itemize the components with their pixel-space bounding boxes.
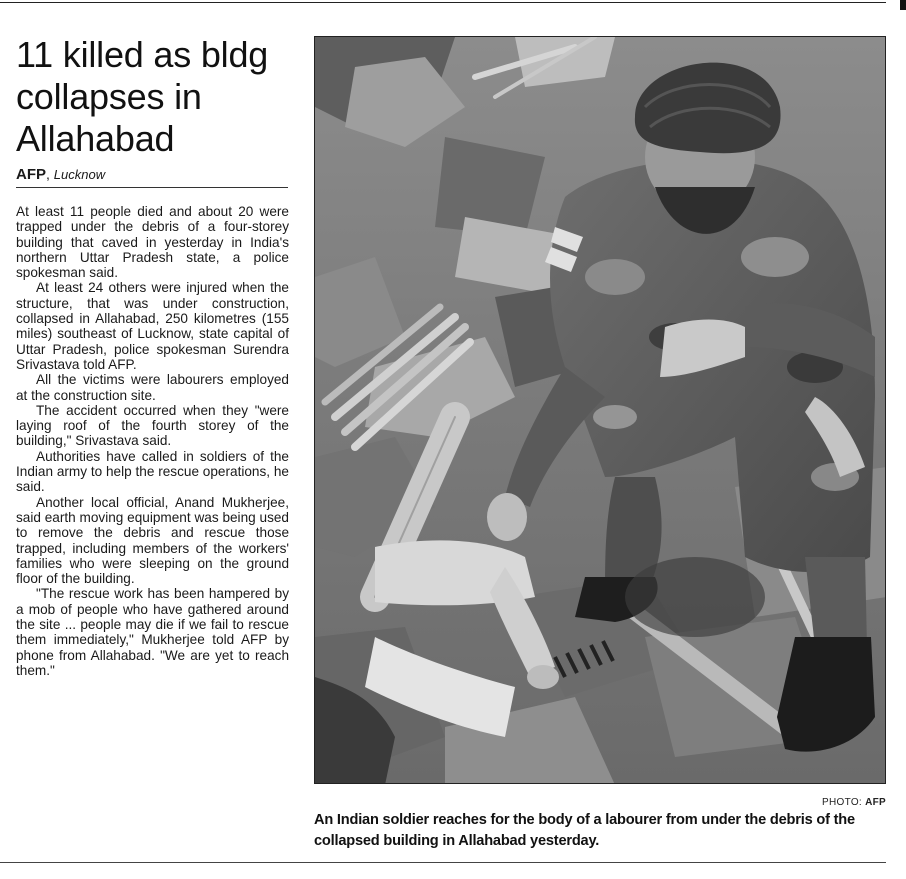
photo-credit-label: PHOTO: [822, 797, 862, 808]
article-paragraph: At least 24 others were injured when the structure, that was under construction, collapsed in Allahabad, 250 kilometres (155 miles) southeast of Lucknow, state capital of Uttar Pradesh, police spokesman Surendra Srivastava told AFP. [16, 280, 289, 372]
bottom-rule [0, 862, 886, 863]
article-paragraph: Another local official, Anand Mukherjee, said earth moving equipment was being used to remove the debris and rescue those trapped, including members of the workers' families who were sleeping on the ground floor of the building. [16, 494, 289, 587]
news-photo [314, 36, 886, 784]
byline-location: Lucknow [53, 167, 106, 182]
article-paragraph: Authorities have called in soldiers of the Indian army to help the rescue operations, he said. [16, 448, 289, 495]
article-paragraph: At least 11 people died and about 20 were trapped under the debris of a four-storey building that caved in yesterday in India's northern Uttar Pradesh state, a police spokesman said. [16, 204, 289, 281]
photo-illustration [315, 37, 886, 784]
dirt-pit [625, 557, 765, 637]
byline [16, 165, 288, 184]
page-corner-mark [900, 0, 906, 10]
article-paragraph: "The rescue work has been hampered by a mob of people who have gathered around the site ... people may die if we fail to rescue them immediately," Mukherjee told AFP by phone from Allahabad. "We are yet to reach them." [16, 586, 289, 678]
photo-credit-source: AFP [865, 797, 886, 808]
photo-caption: An Indian soldier reaches for the body of a labourer from under the debris of the collapsed building in Allahabad yesterday. [314, 812, 855, 849]
article-headline: 11 killed as bldg collapses in Allahabad [16, 34, 269, 159]
photo-credit [314, 797, 886, 808]
byline-rule [16, 187, 288, 188]
article-paragraph: The accident occurred when they "were laying roof of the fourth storey of the building," Srivastava said. [16, 402, 289, 449]
top-rule [0, 2, 886, 3]
article-paragraph: All the victims were labourers employed at the construction site. [16, 372, 289, 403]
byline-agency: AFP [16, 166, 46, 183]
byline-separator: , [46, 166, 50, 182]
article-body [16, 204, 289, 678]
